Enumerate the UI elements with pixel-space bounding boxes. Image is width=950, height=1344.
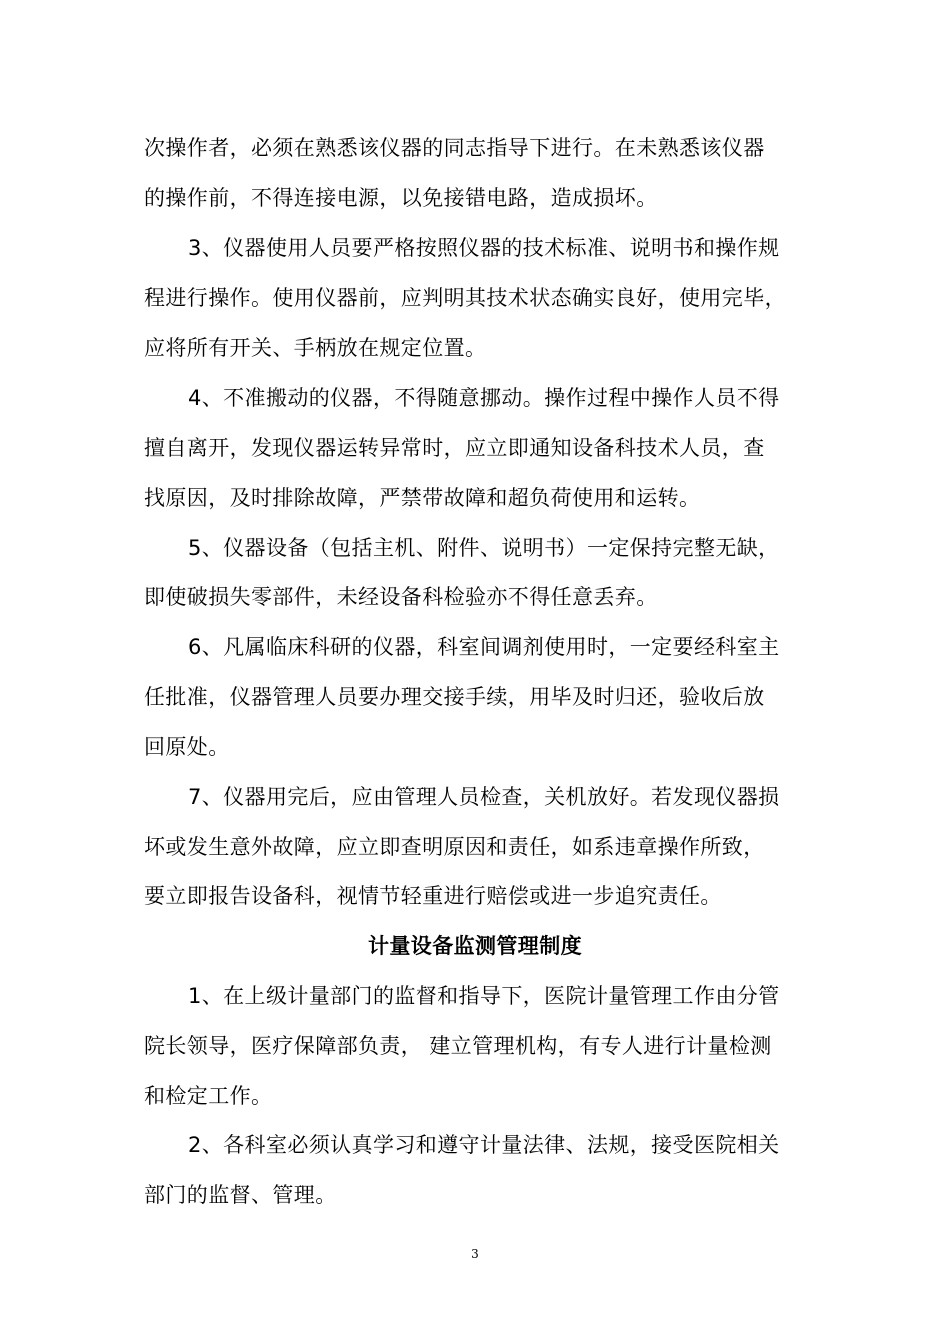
rule-item-6-line: 回原处。 xyxy=(144,735,230,759)
rule-item-4-line: 4、不准搬动的仪器，不得随意挪动。操作过程中操作人员不得 xyxy=(188,386,780,410)
section-item-2-line: 部门的监督、管理。 xyxy=(144,1183,337,1207)
rule-item-5-line: 即使破损失零部件，未经设备科检验亦不得任意丢弃。 xyxy=(144,585,658,609)
page-number: 3 xyxy=(471,1247,479,1261)
rule-item-7-line: 坏或发生意外故障，应立即查明原因和责任，如系违章操作所致， xyxy=(144,835,765,859)
rule-item-7-line: 7、仪器用完后，应由管理人员检查，关机放好。若发现仪器损 xyxy=(188,785,780,809)
paragraph-line: 的操作前，不得连接电源，以免接错电路，造成损坏。 xyxy=(144,186,658,210)
rule-item-3-line: 3、仪器使用人员要严格按照仪器的技术标准、说明书和操作规 xyxy=(188,236,780,260)
section-heading: 计量设备监测管理制度 xyxy=(368,934,582,958)
section-item-1-line: 和检定工作。 xyxy=(144,1084,273,1108)
section-item-1-line: 1、在上级计量部门的监督和指导下，医院计量管理工作由分管 xyxy=(188,984,780,1008)
rule-item-3-line: 应将所有开关、手柄放在规定位置。 xyxy=(144,336,487,360)
rule-item-5-line: 5、仪器设备（包括主机、附件、说明书）一定保持完整无缺， xyxy=(188,536,780,560)
rule-item-6-line: 6、凡属临床科研的仪器，科室间调剂使用时，一定要经科室主 xyxy=(188,635,780,659)
section-item-2-line: 2、各科室必须认真学习和遵守计量法律、法规，接受医院相关 xyxy=(188,1133,780,1157)
paragraph-line: 次操作者，必须在熟悉该仪器的同志指导下进行。在未熟悉该仪器 xyxy=(144,136,765,160)
rule-item-4-line: 擅自离开，发现仪器运转异常时，应立即通知设备科技术人员，查 xyxy=(144,436,765,460)
rule-item-6-line: 任批准，仪器管理人员要办理交接手续，用毕及时归还，验收后放 xyxy=(144,685,765,709)
section-item-1-line: 院长领导，医疗保障部负责， 建立管理机构，有专人进行计量检测 xyxy=(144,1034,772,1058)
rule-item-7-line: 要立即报告设备科，视情节轻重进行赔偿或进一步追究责任。 xyxy=(144,884,722,908)
rule-item-4-line: 找原因，及时排除故障，严禁带故障和超负荷使用和运转。 xyxy=(144,486,701,510)
rule-item-3-line: 程进行操作。使用仪器前，应判明其技术状态确实良好，使用完毕， xyxy=(144,286,786,310)
